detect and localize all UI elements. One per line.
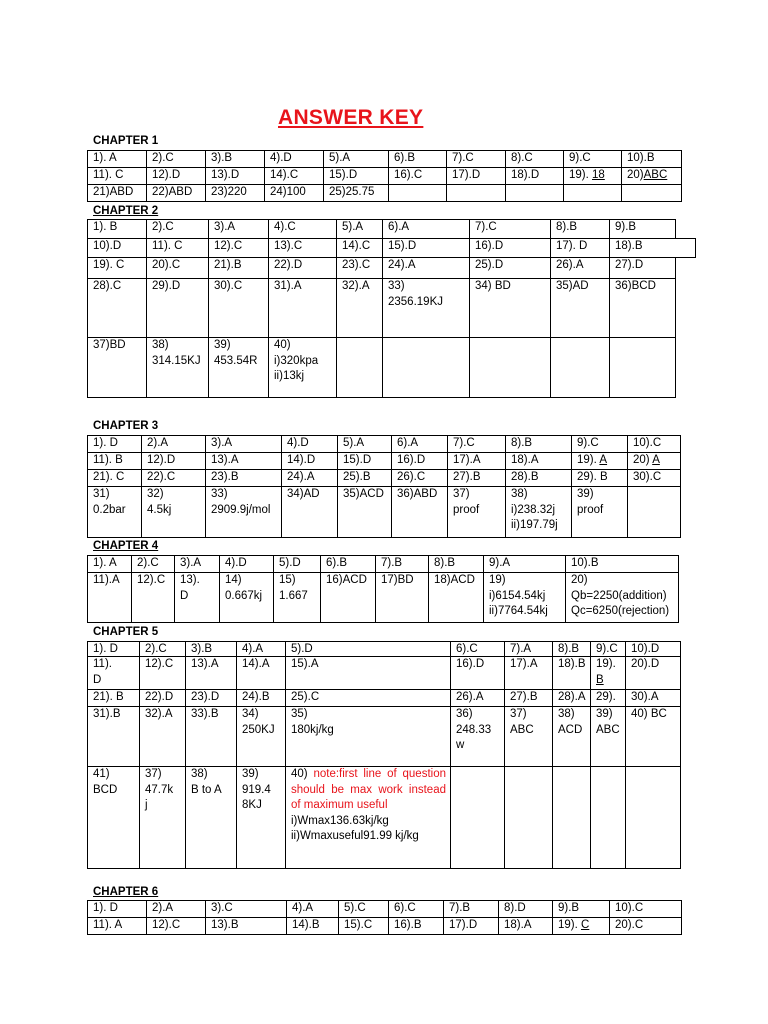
answer-cell: 19). 18 [563,167,622,185]
answer-cell: 24)100 [264,184,324,202]
answer-cell: 1). A [87,555,132,573]
answer-cell: 34) BD [469,278,551,338]
answer-cell: 10).C [627,435,681,453]
answer-cell [563,184,622,202]
answer-cell: 37) 47.7k j [139,766,186,869]
answer-cell: 32) 4.5kj [141,486,206,538]
answer-cell: 36)ABD [391,486,448,538]
answer-cell: 6).A [382,219,470,239]
answer-cell: 8).B [550,219,610,239]
answer-cell [382,337,470,398]
answer-cell: 4).D [264,150,324,168]
answer-cell: 26).A [450,689,505,707]
answer-cell: 4).A [236,641,286,657]
answer-cell: 13). D [174,572,220,623]
answer-cell: 17).D [446,167,506,185]
answer-cell: 34) 250KJ [236,706,286,767]
answer-cell: 5).A [323,150,389,168]
answer-cell: 9).B [552,900,610,918]
answer-cell: 16)ACD [320,572,376,623]
answer-cell: 7).B [375,555,429,573]
answer-cell: 33) 2356.19KJ [382,278,470,338]
answer-cell: 17).A [447,452,506,470]
answer-cell: 25).D [469,257,551,279]
answer-cell: 18).B [609,238,696,258]
answer-cell: 3).B [205,150,265,168]
answer-cell: 6).A [391,435,448,453]
answer-cell: 20).C [609,917,682,935]
answer-cell: 8).B [505,435,572,453]
chapter-1-heading: CHAPTER 1 [93,135,159,147]
answer-cell: 18).D [505,167,564,185]
answer-cell: 35)ACD [337,486,392,538]
answer-cell: 11). A [87,917,147,935]
answer-cell: 1). B [87,219,147,239]
answer-cell: 38) ACD [552,706,591,767]
answer-cell: 4).A [286,900,339,918]
answer-cell: 6).C [450,641,505,657]
answer-cell: 16).B [388,917,444,935]
answer-cell: 21).B [208,257,269,279]
answer-cell: 7).B [443,900,499,918]
answer-cell: 29). B [571,469,628,487]
answer-cell: 17). D [550,238,610,258]
answer-cell: 15).D [337,452,392,470]
answer-cell: 23).D [185,689,237,707]
answer-cell: 33).B [185,706,237,767]
answer-cell [469,337,551,398]
answer-cell: 19). B [590,656,626,690]
answer-cell: 13).A [185,656,237,690]
chapter-2-heading: CHAPTER 2 [93,205,159,217]
answer-cell: 22).D [139,689,186,707]
answer-cell: 11).A [87,572,132,623]
answer-cell: 6).B [388,150,447,168]
answer-cell: 7).C [469,219,551,239]
answer-cell [625,766,681,869]
answer-cell: 14) 0.667kj [219,572,274,623]
answer-cell: 7).C [446,150,506,168]
answer-cell: 25)25.75 [323,184,389,202]
chapter-6-heading: CHAPTER 6 [93,886,159,898]
answer-cell: 5).D [285,641,451,657]
answer-cell: 22).C [141,469,206,487]
answer-cell [552,766,591,869]
answer-cell: 39) 919.4 8KJ [236,766,286,869]
answer-cell: 3).C [205,900,287,918]
answer-cell: 38) B to A [185,766,237,869]
answer-cell: 2).C [131,555,175,573]
answer-cell: 8).B [552,641,591,657]
answer-cell: 6).B [320,555,376,573]
q40-answer: i)Wmax136.63kj/kg ii)Wmaxuseful91.99 kj/kg [291,814,419,842]
answer-cell: 3).B [185,641,237,657]
answer-cell: 21). C [87,469,142,487]
answer-cell: 31) 0.2bar [87,486,142,538]
answer-cell: 8).D [498,900,553,918]
answer-cell: 15).A [285,656,451,690]
answer-cell: 10).D [625,641,681,657]
answer-cell: 12).C [131,572,175,623]
answer-cell: 13).A [205,452,282,470]
answer-cell: 21)ABD [87,184,147,202]
answer-cell: 40) i)320kpa ii)13kj [268,337,337,398]
answer-cell: 39) ABC [590,706,626,767]
answer-cell: 12).C [208,238,269,258]
answer-cell: 9).B [609,219,676,239]
chapter-4-heading: CHAPTER 4 [93,540,159,552]
answer-cell: 16).D [469,238,551,258]
answer-cell: 3).A [174,555,220,573]
answer-cell: 27).B [504,689,553,707]
answer-cell: 37)BD [87,337,147,398]
answer-cell: 39) 453.54R [208,337,269,398]
answer-cell: 24).B [236,689,286,707]
answer-cell: 7).C [447,435,506,453]
answer-cell: 10).B [565,555,679,573]
answer-cell [446,184,506,202]
correction-note: note:first line of question should be max work instead of maximum useful [291,768,446,811]
answer-cell: 21). B [87,689,140,707]
answer-cell: 18).B [552,656,591,690]
answer-cell: 14).A [236,656,286,690]
answer-cell: 4).D [219,555,274,573]
answer-cell: 1). D [87,641,140,657]
answer-cell: 23).B [205,469,282,487]
answer-cell: 15).C [338,917,389,935]
answer-cell: 20).C [146,257,209,279]
answer-cell: 2).A [141,435,206,453]
page-title: ANSWER KEY [278,106,424,129]
answer-cell: 5).A [337,435,392,453]
answer-cell: 1). D [87,900,147,918]
answer-cell: 26).A [550,257,610,279]
answer-cell: 32).A [336,278,383,338]
answer-cell: 28).C [87,278,147,338]
answer-cell: 14).C [264,167,324,185]
answer-cell: 22).D [268,257,337,279]
answer-cell: 18).A [505,452,572,470]
answer-cell: 19). C [87,257,147,279]
answer-cell: 22)ABD [146,184,206,202]
answer-cell: 9).C [571,435,628,453]
answer-cell: 2).C [146,150,206,168]
answer-cell: 17).A [504,656,553,690]
answer-cell [450,766,505,869]
answer-cell: 5).A [336,219,383,239]
answer-cell: 25).B [337,469,392,487]
answer-cell: 5).D [273,555,321,573]
answer-cell: 4).D [281,435,338,453]
answer-cell: 13).B [205,917,287,935]
answer-cell: 12).C [146,917,206,935]
answer-cell: 11). C [146,238,209,258]
answer-cell: 35) 180kj/kg [285,706,451,767]
answer-cell: 24).A [382,257,470,279]
answer-cell: 41) BCD [87,766,140,869]
answer-cell: 37) ABC [504,706,553,767]
answer-cell: 25).C [285,689,451,707]
answer-cell: 19). C [552,917,610,935]
answer-cell: 11). B [87,452,142,470]
answer-cell [550,337,610,398]
answer-cell [504,766,553,869]
answer-cell: 32).A [139,706,186,767]
answer-cell: 29). [590,689,626,707]
answer-cell: 16).D [450,656,505,690]
answer-cell: 6).C [388,900,444,918]
answer-cell: 28).A [552,689,591,707]
answer-cell: 12).D [141,452,206,470]
answer-cell [590,766,626,869]
answer-cell: 14).B [286,917,339,935]
answer-cell: 20) A [627,452,681,470]
answer-cell: 9).C [590,641,626,657]
answer-cell: 10).C [609,900,682,918]
answer-cell: 20) Qb=2250(addition) Qc=6250(rejection) [565,572,679,623]
answer-cell: 38) 314.15KJ [146,337,209,398]
answer-cell [505,184,564,202]
answer-cell: 40) BC [625,706,681,767]
answer-cell: 11). C [87,167,147,185]
answer-cell: 27).D [609,257,676,279]
answer-cell: 1). A [87,150,147,168]
answer-cell: 3).A [208,219,269,239]
answer-cell: 10).D [87,238,147,258]
answer-cell: 17)BD [375,572,429,623]
answer-cell: 31).B [87,706,140,767]
answer-cell: 13).D [205,167,265,185]
answer-cell: 9).A [483,555,566,573]
answer-cell: 35)AD [550,278,610,338]
answer-cell: 23).C [336,257,383,279]
answer-cell: 19). A [571,452,628,470]
answer-cell-q40-note: 40) note:first line of question should be max work instead of maximum useful i)Wmax136.63kj/kg ii)Wmaxuseful91.99 kj/kg [285,766,451,869]
answer-cell [621,184,682,202]
answer-cell [609,337,676,398]
answer-cell: 14).C [336,238,383,258]
answer-cell: 2).C [139,641,186,657]
answer-cell: 9).C [563,150,622,168]
answer-cell: 27).B [447,469,506,487]
answer-cell: 26).C [391,469,448,487]
answer-cell: 5).C [338,900,389,918]
answer-cell [388,184,447,202]
answer-cell: 1). D [87,435,142,453]
answer-cell: 15) 1.667 [273,572,321,623]
answer-cell: 37) proof [447,486,506,538]
answer-cell: 2).C [146,219,209,239]
answer-cell: 15).D [382,238,470,258]
answer-cell: 10).B [621,150,682,168]
answer-cell: 16).C [388,167,447,185]
answer-cell: 12).D [146,167,206,185]
answer-cell: 4).C [268,219,337,239]
answer-cell: 36)BCD [609,278,676,338]
chapter-5-heading: CHAPTER 5 [93,626,159,638]
answer-cell: 8).C [505,150,564,168]
answer-cell: 18).A [498,917,553,935]
answer-cell: 31).A [268,278,337,338]
answer-cell: 13).C [268,238,337,258]
answer-cell [336,337,383,398]
answer-cell: 24).A [281,469,338,487]
answer-cell: 2).A [146,900,206,918]
answer-cell: 23)220 [205,184,265,202]
answer-cell: 16).D [391,452,448,470]
answer-cell: 20).D [625,656,681,690]
answer-cell: 18)ACD [428,572,484,623]
answer-cell: 33) 2909.9j/mol [205,486,282,538]
answer-cell: 34)AD [281,486,338,538]
answer-cell: 30).A [625,689,681,707]
answer-cell: 14).D [281,452,338,470]
answer-cell: 39) proof [571,486,628,538]
answer-cell [627,486,681,538]
answer-cell: 20)ABC [621,167,682,185]
answer-cell: 30).C [208,278,269,338]
answer-cell: 36) 248.33 w [450,706,505,767]
answer-cell: 30).C [627,469,681,487]
answer-cell: 12).C [139,656,186,690]
answer-cell: 8).B [428,555,484,573]
answer-cell: 11). D [87,656,140,690]
answer-cell: 28).B [505,469,572,487]
answer-cell: 7).A [504,641,553,657]
answer-cell: 19) i)6154.54kj ii)7764.54kj [483,572,566,623]
answer-cell: 3).A [205,435,282,453]
answer-cell: 15).D [323,167,389,185]
chapter-3-heading: CHAPTER 3 [93,420,159,432]
answer-cell: 38) i)238.32j ii)197.79j [505,486,572,538]
answer-cell: 17).D [443,917,499,935]
answer-cell: 29).D [146,278,209,338]
